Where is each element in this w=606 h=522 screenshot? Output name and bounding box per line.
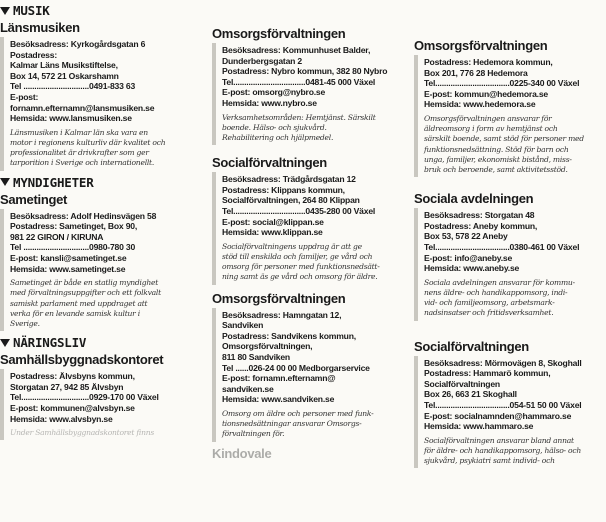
entry-line: Tel ..............................0980-780 30 <box>10 242 136 253</box>
description-line: äldreomsorg i form av hemtjänst och <box>424 124 558 134</box>
entry-line: Box 201, 776 28 Hedemora <box>424 67 528 78</box>
entry-line: Omsorgsförvaltningen, <box>222 341 313 352</box>
description-line: tarporition i Sverige och internationellt. <box>10 158 155 168</box>
entry-description <box>424 114 606 175</box>
description-line: verka för en levande samisk kultur i <box>10 308 140 318</box>
entry-line: Besöksadress: Trädgårdsgatan 12 <box>222 174 356 185</box>
triangle-marker-icon <box>0 339 10 347</box>
description-line: samiskt parlament med uppdraget att <box>10 298 148 308</box>
entry-aneby <box>414 208 606 320</box>
description-line: stöd till enskilda och familjer, ge vård och <box>222 251 373 261</box>
entry-description <box>424 436 606 467</box>
description-line: Länsmusiken i Kalmar län ska vara en <box>10 127 148 137</box>
entry-line: Postadress: Sandvikens kommun, <box>222 330 356 341</box>
entry-line: Hemsida: www.lansmusiken.se <box>10 113 132 124</box>
column-3 <box>414 0 606 522</box>
description-line: bruk och beroende, samt aktivitetsstöd. <box>424 164 568 174</box>
description-line: omsorg för personer med funktionsnedsätt- <box>222 262 380 272</box>
category-label: MUSIK <box>13 3 50 18</box>
entry-line: E-post: omsorg@nybro.se <box>222 87 326 98</box>
entry-line: 981 22 GIRON / KIRUNA <box>10 231 104 242</box>
triangle-marker-icon <box>0 178 10 186</box>
description-line: tionsnedsättningar ansvarar Omsorgs- <box>222 419 362 429</box>
description-line: nadsinsatser och fritidsverksamhet. <box>424 308 554 318</box>
entry-lansmusiken <box>0 37 196 171</box>
description-line: med förvaltningsuppgifter och ett folkvalt <box>10 288 161 298</box>
description-line: funktionsnedsättning. Stöd för barn och <box>424 144 569 154</box>
entry-title-hammaro: Socialförvaltningen <box>414 338 529 354</box>
entry-hedemora <box>414 55 606 177</box>
description-line: motor i regionens kulturliv där kvalitet och <box>10 137 166 147</box>
entry-line: E-post: socialnamnden@hammaro.se <box>424 410 572 421</box>
entry-line: Hemsida: www.sametinget.se <box>10 263 126 274</box>
entry-line: Postadress: Aneby kommun, <box>424 220 538 231</box>
entry-description <box>222 242 402 283</box>
entry-line: Tel.................................0435-280 00 Växel <box>222 205 376 216</box>
entry-description <box>222 409 402 440</box>
entry-line: Postadress: Älvsbyns kommun, <box>10 371 135 382</box>
category-label: MYNDIGHETER <box>13 174 94 190</box>
description-line: nens äldre- och handikappomsorg, indi- <box>424 287 568 297</box>
entry-line: Besöksadress: Kyrkogårdsgatan 6 <box>10 39 146 49</box>
entry-line: E-post: kommun@hedemora.se <box>424 88 548 99</box>
entry-line: Hemsida: www.aneby.se <box>424 263 520 274</box>
entry-description <box>10 128 196 169</box>
description-line: Verksamhetsområden: Hemtjänst. Särskilt <box>222 112 376 122</box>
description-line: Socialförvaltningen ansvarar bland annat <box>424 435 574 445</box>
entry-line: Box 26, 663 21 Skoghall <box>424 389 517 400</box>
description-line: sjukvård, psykiatri samt individ- och <box>424 456 555 466</box>
entry-line: E-post: <box>10 91 39 102</box>
description-line: unga, familjer, ekonomiskt bistånd, miss- <box>424 154 572 164</box>
description-line: ning samt äs ge vård och omsorg för äldre. <box>222 272 378 282</box>
entry-line: Kalmar Läns Musikstiftelse, <box>10 60 118 71</box>
entry-line: E-post: fornamn.efternamn@ <box>222 373 336 384</box>
entry-line: Socialförvaltningen <box>424 378 500 389</box>
entry-sametinget <box>0 209 196 332</box>
entry-line: Hemsida: www.klippan.se <box>222 227 323 238</box>
entry-line: Besöksadress: Storgatan 48 <box>424 210 535 221</box>
description-line: Omsorg om äldre och personer med funk- <box>222 408 374 418</box>
description-line: Sametinget är både en statlig myndighet <box>10 278 159 288</box>
entry-line: Dunderbergsgatan 2 <box>222 55 302 66</box>
description-line: förvaltningen för. <box>222 429 285 439</box>
entry-line: Storgatan 27, 942 85 Älvsbyn <box>10 381 124 392</box>
entry-line: Hemsida: www.alvsbyn.se <box>10 413 113 424</box>
entry-line: Hemsida: www.nybro.se <box>222 97 317 108</box>
entry-title-sandviken: Omsorgsförvaltningen <box>212 290 346 306</box>
column-1 <box>0 0 196 522</box>
category-label: NÄRINGSLIV <box>13 335 87 351</box>
entry-line: Hemsida: www.hedemora.se <box>424 99 536 110</box>
entry-line: Hemsida: www.sandviken.se <box>222 394 335 405</box>
entry-line: Box 14, 572 21 Oskarshamn <box>10 70 119 81</box>
entry-line: Tel ..............................0491-833 63 <box>10 81 136 92</box>
entry-line: Postadress: Klippans kommun, <box>222 184 345 195</box>
description-line: för äldre- och handikappomsorg, hälso- och <box>424 445 581 455</box>
entry-line: 811 80 Sandviken <box>222 351 290 362</box>
entry-line: Besöksadress: Hamngatan 12, <box>222 309 342 320</box>
entry-line: Socialförvaltningen, 264 80 Klippan <box>222 195 360 206</box>
description-line: särskilt boende, samt stöd för personer med <box>424 134 584 144</box>
entry-line: fornamn.efternamn@lansmusiken.se <box>10 102 155 113</box>
entry-nybro <box>212 43 402 145</box>
entry-line: Besöksadress: Kommunhuset Balder, <box>222 45 371 55</box>
entry-description-cut: Under Samhällsbyggnadskontoret finns <box>10 428 155 438</box>
entry-description <box>10 278 196 329</box>
entry-line: Tel..................................0380-461 00 Växel <box>424 241 580 252</box>
entry-line: Postadress: Sametinget, Box 90, <box>10 221 138 232</box>
entry-line: E-post: kommunen@alvsbyn.se <box>10 402 135 413</box>
entry-line: Tel..................................0225-340 00 Växel <box>424 78 580 89</box>
entry-line: E-post: social@klippan.se <box>222 216 324 227</box>
entry-title-lansmusiken: Länsmusiken <box>0 20 80 35</box>
entry-title-samhallsbyggnad: Samhällsbyggnadskontoret <box>0 352 164 368</box>
description-line: Omsorgsförvaltningen ansvarar för <box>424 113 552 123</box>
entry-line: Box 53, 578 22 Aneby <box>424 231 508 242</box>
category-naringsliv <box>0 335 196 350</box>
entry-line: Postadress: Nybro kommun, 382 80 Nybro <box>222 66 388 77</box>
description-line: Rehabilitering och hjälpmedel. <box>222 132 334 142</box>
entry-line: Tel..................................054-51 50 00 Växel <box>424 399 582 410</box>
category-myndigheter <box>0 175 196 190</box>
entry-title-nybro: Omsorgsförvaltningen <box>212 26 346 41</box>
entry-line: Postadress: Hammarö kommun, <box>424 368 551 379</box>
column-2 <box>212 0 402 522</box>
entry-description <box>222 113 402 144</box>
entry-line: Postadress: <box>10 49 57 60</box>
entry-sandviken <box>212 308 402 442</box>
entry-hammaro <box>414 356 606 469</box>
description-line: Socialförvaltningens uppdrag är att ge <box>222 241 362 251</box>
entry-line: Besöksadress: Adolf Hedinsvägen 58 <box>10 210 157 221</box>
entry-line: Tel.................................0481-45 000 Växel <box>222 76 376 87</box>
entry-line: sandviken.se <box>222 383 274 394</box>
entry-line: E-post: kansli@sametinget.se <box>10 252 127 263</box>
category-musik <box>0 3 196 18</box>
entry-title-aneby: Sociala avdelningen <box>414 191 534 207</box>
entry-line: Besöksadress: Mörmovägen 8, Skoghall <box>424 357 582 368</box>
entry-description <box>424 278 606 319</box>
entry-line: Sandviken <box>222 320 264 331</box>
triangle-marker-icon <box>0 7 10 15</box>
description-line: Sverige. <box>10 318 40 328</box>
entry-line: Postadress: Hedemora kommun, <box>424 57 553 67</box>
entry-title-cut: Kindovale <box>212 445 272 461</box>
entry-klippan <box>212 172 402 284</box>
entry-title-hedemora: Omsorgsförvaltningen <box>414 38 548 53</box>
entry-line: Hemsida: www.hammaro.se <box>424 421 534 432</box>
description-line: professionalitet är drivkrafter som ger <box>10 148 149 158</box>
description-line: vid- och familjeomsorg, arbetsmark- <box>424 298 555 308</box>
description-line: Sociala avdelningen ansvarar för kommu- <box>424 277 575 287</box>
entry-line: Tel...............................0929-170 00 Växel <box>10 392 159 403</box>
entry-samhallsbyggnad <box>0 369 196 440</box>
entry-line: E-post: info@aneby.se <box>424 252 513 263</box>
description-line: boende. Hälso- och sjukvård. <box>222 122 327 132</box>
entry-title-sametinget: Sametinget <box>0 191 68 207</box>
entry-title-klippan: Socialförvaltningen <box>212 155 327 171</box>
entry-line: Tel ......026-24 00 00 Medborgarservice <box>222 362 370 373</box>
